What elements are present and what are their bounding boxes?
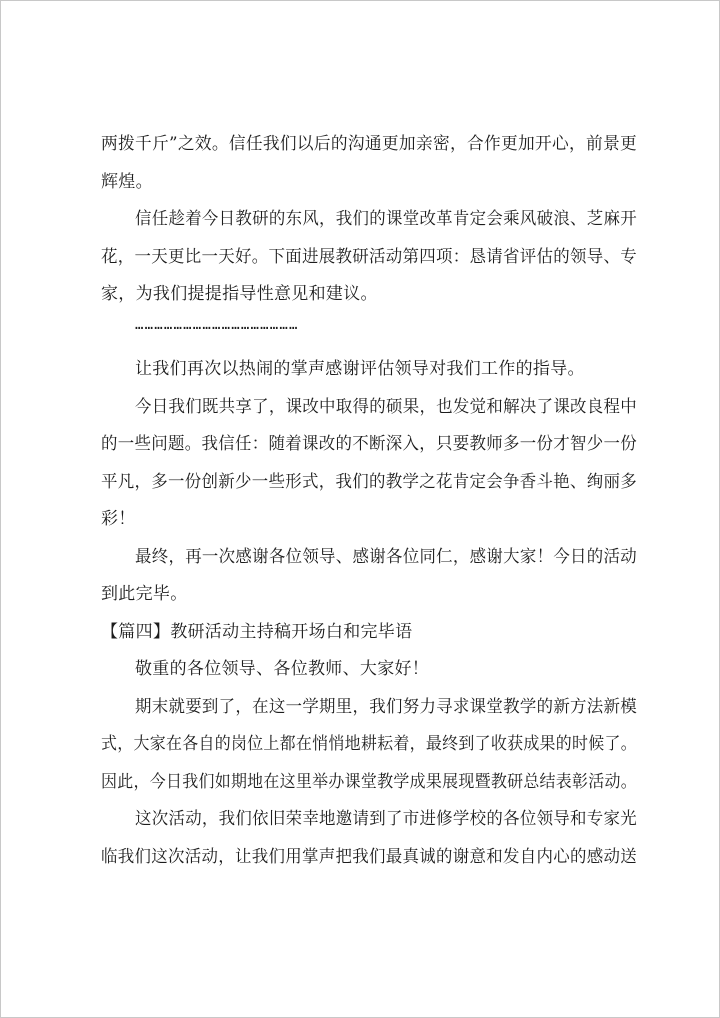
text-line: 期末就要到了，在这一学期里，我们努力寻求课堂教学的新方法新模 xyxy=(135,696,637,717)
text-line: 花，一天更比一天好。下面进展教研活动第四项：恳请省评估的领导、专 xyxy=(101,246,638,267)
text-line: 让我们再次以热闹的掌声感谢评估领导对我们工作的指导。 xyxy=(135,359,585,379)
section-heading: 【篇四】教研活动主持稿开场白和完毕语 xyxy=(101,621,413,642)
text-line: 平凡，多一份创新少一些形式，我们的教学之花肯定会争香斗艳、绚丽多 xyxy=(101,471,638,492)
text-line: 的一些问题。我信任：随着课改的不断深入，只要教师多一份才智少一份 xyxy=(101,434,638,454)
document-body xyxy=(101,129,637,879)
text-line: 最终，再一次感谢各位领导、感谢各位同仁，感谢大家！今日的活动 xyxy=(135,546,637,567)
text-line: 到此完毕。 xyxy=(101,584,188,604)
ellipsis-divider: …………………………………………… xyxy=(135,316,299,333)
text-line: 临我们这次活动，让我们用掌声把我们最真诚的谢意和发自内心的感动送 xyxy=(101,846,638,867)
text-line: 两拨千斤”之效。信任我们以后的沟通更加亲密，合作更加开心，前景更 xyxy=(101,134,638,154)
text-line: 敬重的各位领导、各位教师、大家好！ xyxy=(135,659,430,679)
text-line: 彩！ xyxy=(101,509,136,529)
text-line: 信任趁着今日教研的东风，我们的课堂改革肯定会乘风破浪、芝麻开 xyxy=(135,209,637,229)
text-line: 辉煌。 xyxy=(101,171,153,192)
text-line: 家，为我们提提指导性意见和建议。 xyxy=(101,284,378,304)
text-line: 因此，今日我们如期地在这里举办课堂教学成果展现暨教研总结表彰活动。 xyxy=(101,771,638,792)
text-line: 这次活动，我们依旧荣幸地邀请到了市进修学校的各位领导和专家光 xyxy=(135,809,637,829)
text-line: 今日我们既共享了，课改中取得的硕果，也发觉和解决了课改良程中 xyxy=(135,396,637,417)
text-line: 式，大家在各自的岗位上都在悄悄地耕耘着，最终到了收获成果的时候了。 xyxy=(101,734,638,754)
